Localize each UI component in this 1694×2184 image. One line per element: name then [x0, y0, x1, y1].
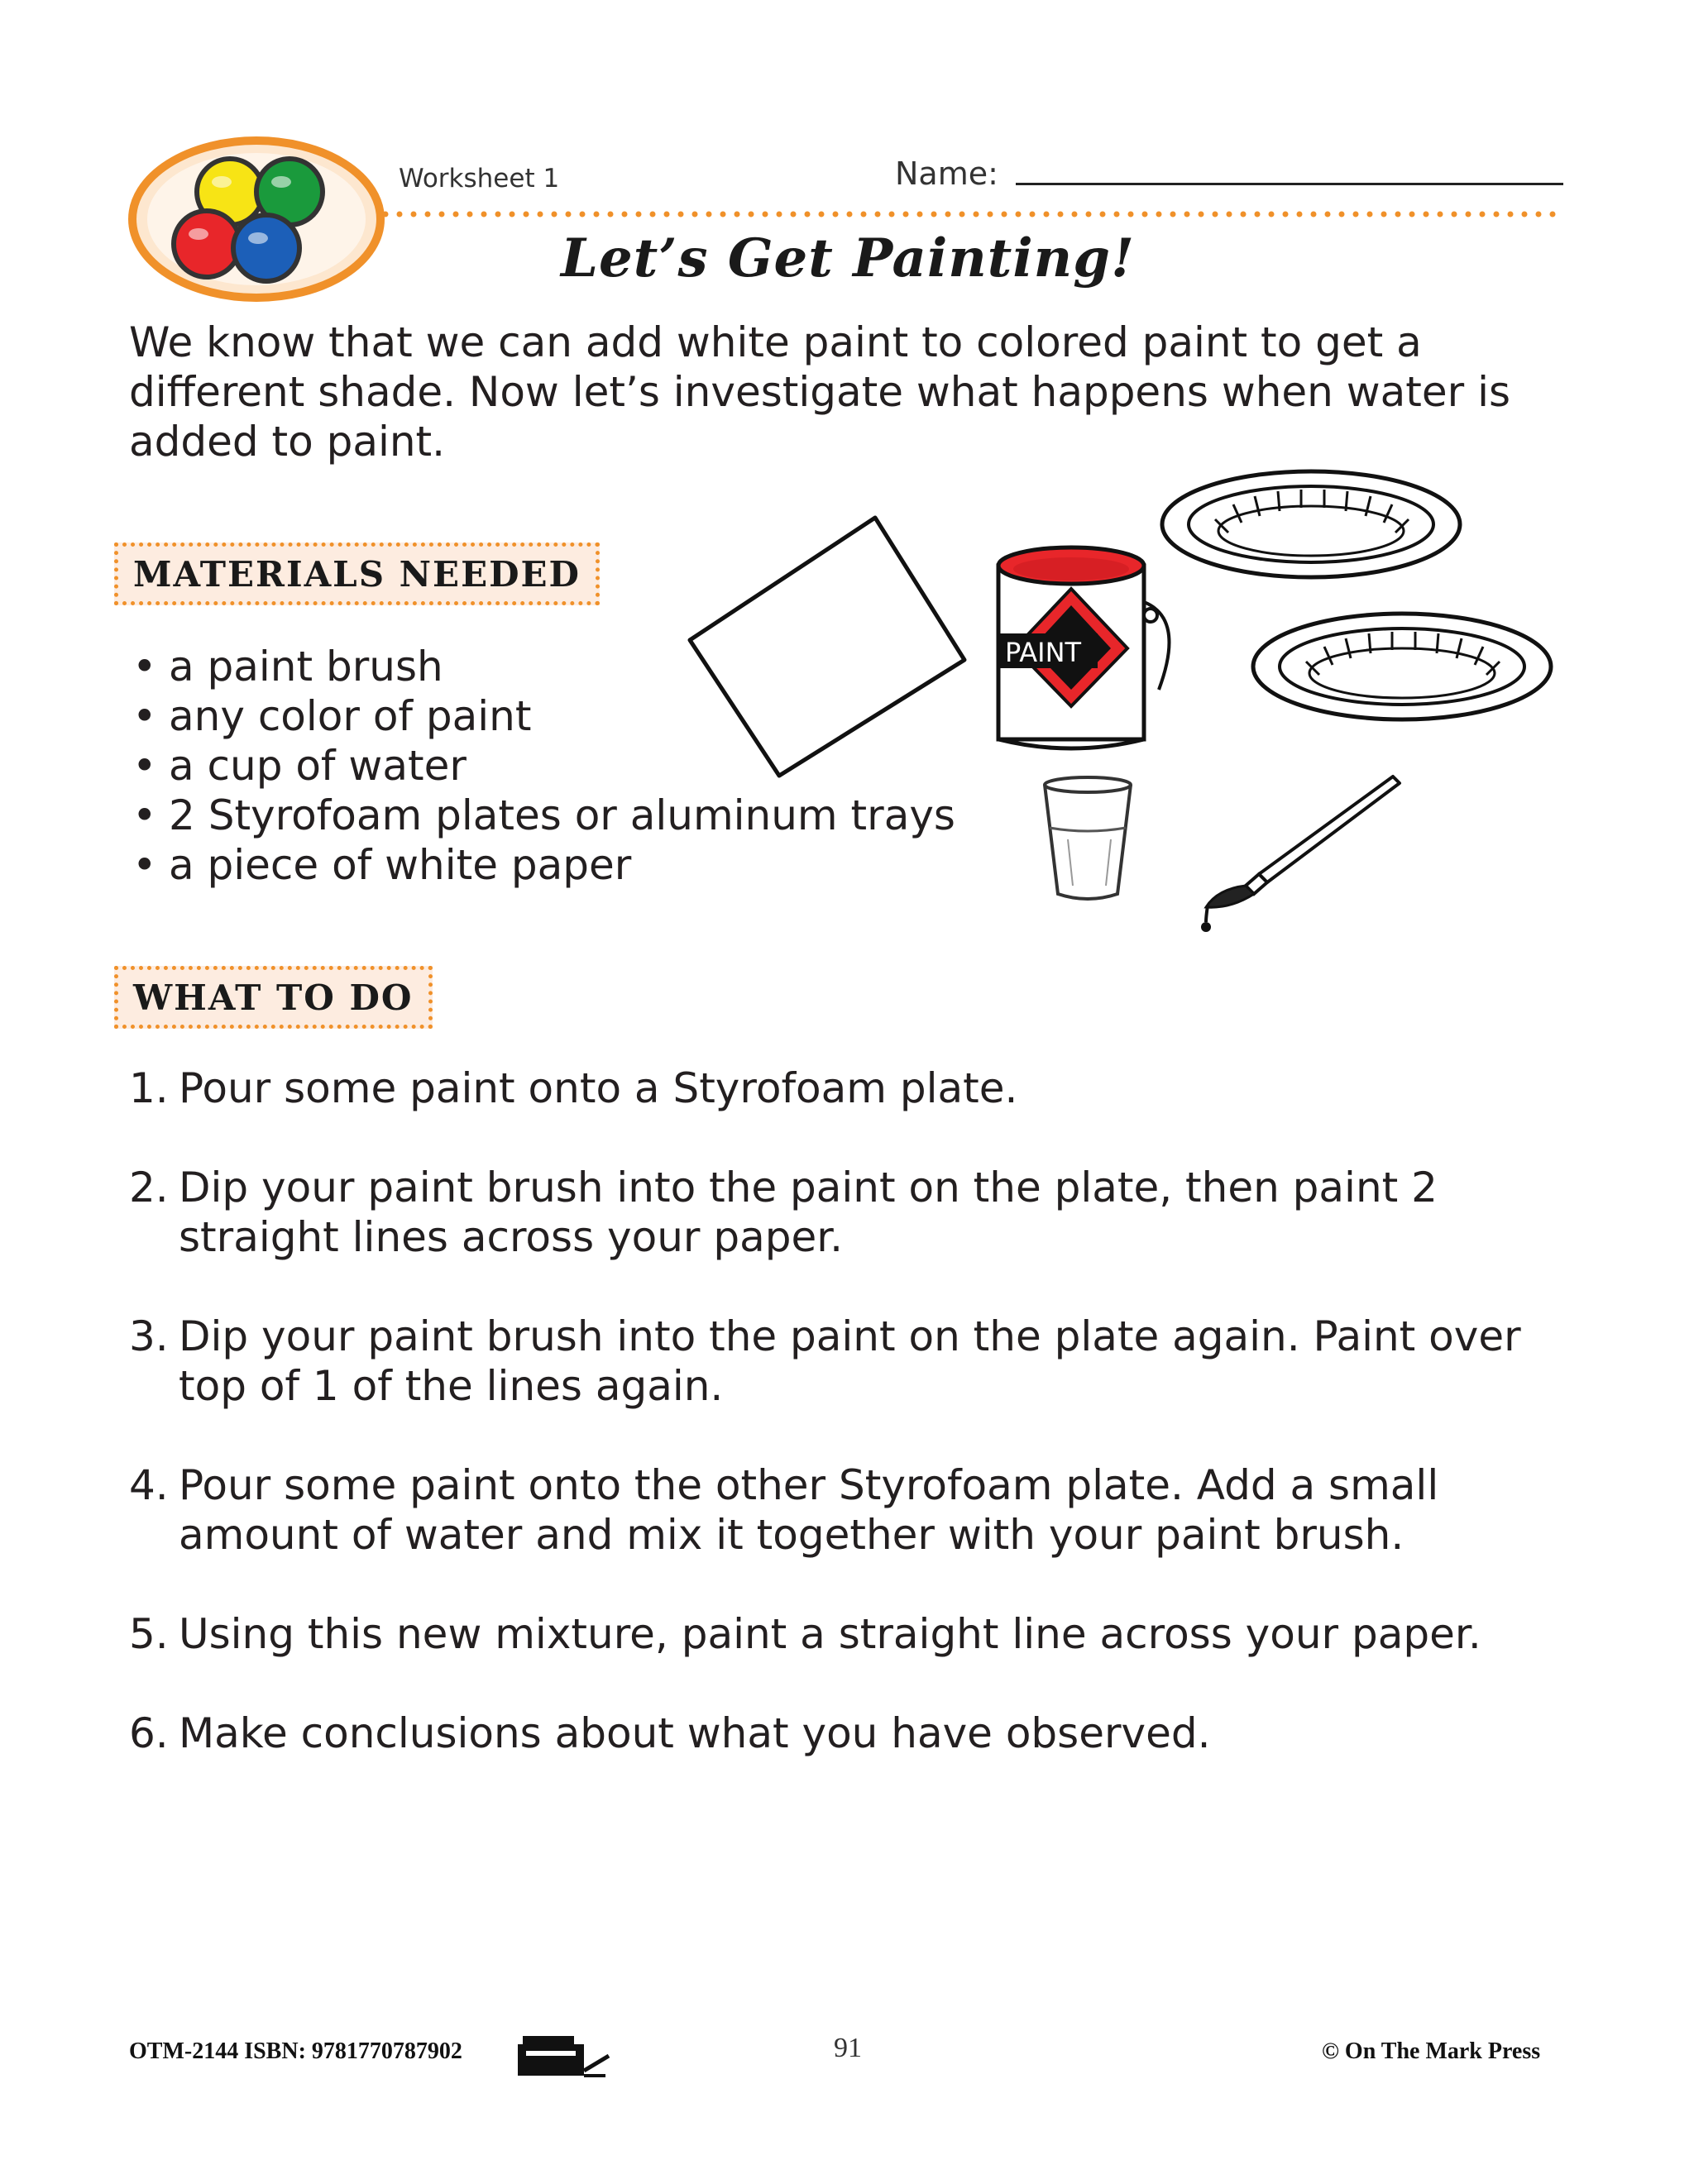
list-item: • 2 Styrofoam plates or aluminum trays — [132, 791, 955, 840]
paint-brush-illustration — [1191, 765, 1406, 939]
footer-isbn: OTM-2144 ISBN: 9781770787902 — [129, 2038, 462, 2064]
plate-top — [1162, 471, 1460, 577]
footer-copyright: © On The Mark Press — [1322, 2038, 1541, 2064]
intro-paragraph: We know that we can add white paint to colored paint to get a different shade. Now let’s investigate what happens when water is added to paint. — [129, 318, 1511, 466]
step-item — [129, 1708, 1585, 1758]
water-cup-illustration — [1038, 773, 1137, 906]
step-item — [129, 1312, 1585, 1411]
steps-list — [129, 1063, 1585, 1808]
step-number: 1. — [129, 1064, 169, 1112]
white-paper-illustration — [678, 509, 976, 782]
step-item — [129, 1609, 1585, 1659]
paint-pots-logo — [124, 132, 389, 306]
step-text: Pour some paint onto the other Styrofoam plate. Add a small amount of water and mix it together with your paint brush. — [179, 1461, 1439, 1559]
name-label: Name: — [895, 155, 998, 192]
page-title: Let’s Get Painting! — [560, 227, 1136, 289]
worksheet-label: Worksheet 1 — [399, 164, 560, 194]
what-to-do-heading: WHAT TO DO — [114, 966, 433, 1029]
step-text: Pour some paint onto a Styrofoam plate. — [179, 1064, 1018, 1112]
step-number: 3. — [129, 1312, 169, 1360]
step-number: 4. — [129, 1461, 169, 1509]
step-number: 2. — [129, 1164, 169, 1211]
list-item: • any color of paint — [132, 691, 955, 741]
step-item — [129, 1163, 1585, 1262]
dotted-divider — [382, 210, 1563, 218]
materials-needed-heading: MATERIALS NEEDED — [114, 542, 600, 605]
plate-bottom — [1253, 614, 1551, 719]
step-item — [129, 1460, 1585, 1560]
step-number: 6. — [129, 1709, 169, 1757]
two-plates-illustration — [1154, 465, 1567, 779]
photocopier-icon — [514, 2029, 612, 2079]
list-item: • a cup of water — [132, 741, 955, 791]
step-text: Dip your paint brush into the paint on the plate again. Paint over top of 1 of the lines again. — [179, 1312, 1521, 1410]
step-text: Dip your paint brush into the paint on the plate, then paint 2 straight lines across your paper. — [179, 1164, 1438, 1261]
name-field-line[interactable] — [1016, 183, 1563, 185]
step-text: Using this new mixture, paint a straight line across your paper. — [179, 1610, 1481, 1658]
step-number: 5. — [129, 1610, 169, 1658]
paint-can-label: PAINT — [1005, 637, 1082, 668]
step-item — [129, 1063, 1585, 1113]
list-item: • a paint brush — [132, 642, 955, 691]
step-text: Make conclusions about what you have observed. — [179, 1709, 1211, 1757]
list-item: • a piece of white paper — [132, 840, 955, 890]
page-number: 91 — [834, 2033, 862, 2063]
